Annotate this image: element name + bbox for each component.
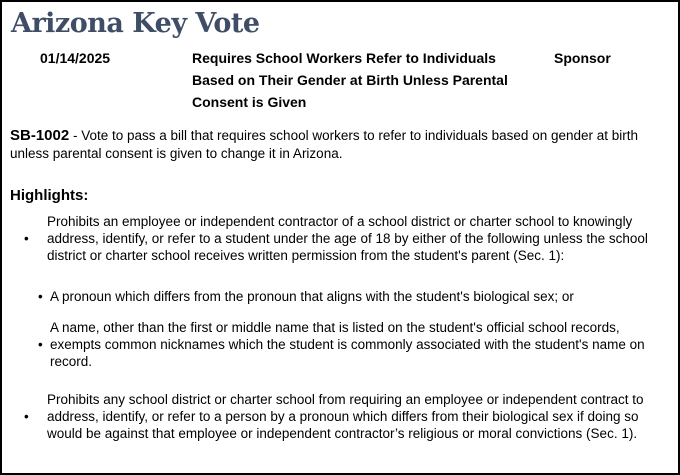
page-title: Arizona Key Vote <box>11 8 260 39</box>
highlight-subitem-text: A pronoun which differs from the pronoun that aligns with the student's biological sex; or <box>50 289 574 304</box>
key-vote-document <box>2 2 678 442</box>
bill-summary <box>10 127 672 163</box>
highlight-subitem-text: A name, other than the first or middle name that is listed on the student's official school records, exempts common nicknames which the student is commonly associated with the student's name on record. <box>50 320 645 369</box>
bill-summary-text: - Vote to pass a bill that requires school workers to refer to individuals based on gender at birth unless parental consent is given to change it in Arizona. <box>10 128 639 161</box>
vote-header-row <box>10 47 674 113</box>
vote-headline: Requires School Workers Refer to Individuals Based on Their Gender at Birth Unless Parental Consent is Given <box>192 50 508 110</box>
bullet-icon: • <box>38 337 43 352</box>
highlight-item-text: Prohibits an employee or independent contractor of a school district or charter school to knowingly address, identify, or refer to a student under the age of 18 by either of the following unless the school district or charter school receives written permission from the student's parent (Sec. 1): <box>47 214 648 263</box>
highlight-item-text: Prohibits any school district or charter school from requiring an employee or independent contract to address, identify, or refer to a person by a pronoun which differs from their biological sex if doing so would be against that employee or independent contractor’s religious or moral convictions (Sec. 1). <box>47 392 644 441</box>
highlight-subitem <box>38 288 674 305</box>
vote-date: 01/14/2025 <box>40 50 111 66</box>
highlights-heading: Highlights: <box>10 187 89 204</box>
highlight-item <box>24 213 674 264</box>
highlight-subitem <box>38 319 674 370</box>
highlight-item <box>24 391 674 442</box>
bullet-icon: • <box>24 409 29 424</box>
bullet-icon: • <box>24 231 29 246</box>
bill-number: SB-1002 <box>10 127 70 144</box>
bullet-icon: • <box>38 289 43 304</box>
sponsor-column-label: Sponsor <box>554 50 611 66</box>
